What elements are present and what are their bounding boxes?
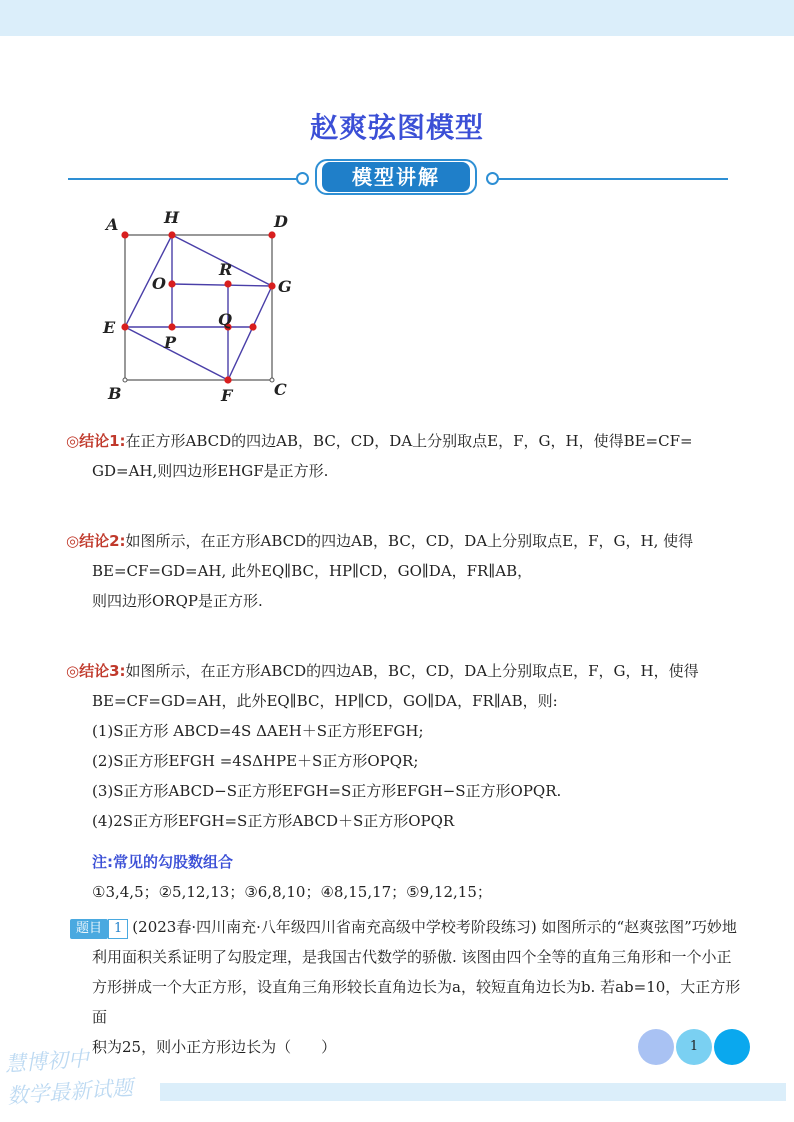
header-circle-left <box>296 172 309 185</box>
bottom-band <box>160 1083 786 1101</box>
point-r <box>224 280 231 287</box>
label-r: R <box>219 260 233 279</box>
conclusion-2-line1: 如图所示，在正方形ABCD的四边AB，BC，CD，DA上分别取点E，F，G，H, 使得 <box>125 532 694 550</box>
point-g <box>268 282 275 289</box>
page-number: 1 <box>689 1039 699 1054</box>
conclusion-1-line2: GD=AH,则四边形EHGF是正方形. <box>92 462 329 480</box>
header-circle-right <box>486 172 499 185</box>
label-g: G <box>278 277 292 296</box>
note-title: 注:常见的勾股数组合 <box>92 853 233 871</box>
conclusion-1 <box>66 426 736 486</box>
point-f <box>224 376 231 383</box>
conclusion-3-line1: 如图所示，在正方形ABCD的四边AB，BC，CD，DA上分别取点E，F，G，H，使得 <box>125 662 699 680</box>
conclusion-3-item3: (3)S正方形ABCD−S正方形EFGH=S正方形EFGH−S正方形OPQR. <box>92 782 562 800</box>
label-c: C <box>274 380 287 399</box>
square-ehgf <box>125 235 272 380</box>
question-line3: 方形拼成一个大正方形，设直角三角形较长直角边长为a，较短直角边长为b. 若ab=10，大正方形面 <box>92 978 741 1026</box>
watermark <box>4 1040 134 1113</box>
conclusion-3-item2: (2)S正方形EFGH =4SΔHPE＋S正方形OPQR; <box>92 752 419 770</box>
label-b: B <box>108 384 122 403</box>
label-d: D <box>274 212 288 231</box>
header-line-left <box>68 178 298 180</box>
conclusion-2-line3: 则四边形ORQP是正方形. <box>92 592 263 610</box>
square-abcd <box>125 235 272 380</box>
label-a: A <box>106 215 119 234</box>
conclusion-3 <box>66 656 736 836</box>
conclusion-3-label: ◎结论3: <box>66 662 126 680</box>
label-p: P <box>164 333 177 352</box>
zhao-shuang-figure <box>98 205 308 405</box>
label-f: F <box>221 386 233 405</box>
page-circle-right <box>714 1029 750 1065</box>
conclusion-2 <box>66 526 736 616</box>
conclusion-1-label: ◎结论1: <box>66 432 126 450</box>
conclusion-1-line1: 在正方形ABCD的四边AB，BC，CD，DA上分别取点E，F，G，H，使得BE=CF= <box>125 432 693 450</box>
top-band <box>0 0 794 36</box>
point-o <box>168 280 175 287</box>
note <box>66 847 736 907</box>
note-list: ①3,4,5；②5,12,13；③6,8,10；④8,15,17；⑤9,12,15； <box>92 883 492 901</box>
page-circle-left <box>638 1029 674 1065</box>
label-h: H <box>164 208 180 227</box>
conclusion-3-item4: (4)2S正方形EFGH=S正方形ABCD＋S正方形OPQR <box>92 812 455 830</box>
segment-og <box>172 284 272 286</box>
conclusion-3-item1: (1)S正方形 ABCD=4S ΔAEH＋S正方形EFGH; <box>92 722 424 740</box>
point-e <box>121 323 128 330</box>
point-d <box>268 231 275 238</box>
conclusion-3-line2: BE=CF=GD=AH，此外EQ∥BC，HP∥CD，GO∥DA，FR∥AB，则: <box>92 692 558 710</box>
page-title: 赵爽弦图模型 <box>309 111 484 144</box>
label-o: O <box>152 274 166 293</box>
header-line-right <box>498 178 728 180</box>
label-e: E <box>103 318 116 337</box>
question-tag: 题目 <box>70 919 108 939</box>
point-extra <box>249 323 256 330</box>
point-b <box>123 378 127 382</box>
question-line2: 利用面积关系证明了勾股定理，是我国古代数学的骄傲. 该图由四个全等的直角三角形和一个小正 <box>92 948 732 966</box>
point-a <box>121 231 128 238</box>
section-header: 模型讲解 <box>322 162 470 192</box>
conclusion-2-label: ◎结论2: <box>66 532 126 550</box>
point-h <box>168 231 175 238</box>
label-q: Q <box>218 310 232 329</box>
point-p <box>168 323 175 330</box>
question-number: 1 <box>108 919 128 939</box>
question-line1: (2023春·四川南充·八年级四川省南充高级中学校考阶段练习) 如图所示的“赵爽弦图”巧妙地 <box>132 918 737 936</box>
conclusion-2-line2: BE=CF=GD=AH, 此外EQ∥BC，HP∥CD，GO∥DA，FR∥AB， <box>92 562 533 580</box>
watermark-line1: 慧博初中 <box>4 1046 90 1077</box>
question-line4: 积为25，则小正方形边长为（ ） <box>92 1038 337 1056</box>
watermark-line2: 数学最新试题 <box>6 1075 134 1109</box>
